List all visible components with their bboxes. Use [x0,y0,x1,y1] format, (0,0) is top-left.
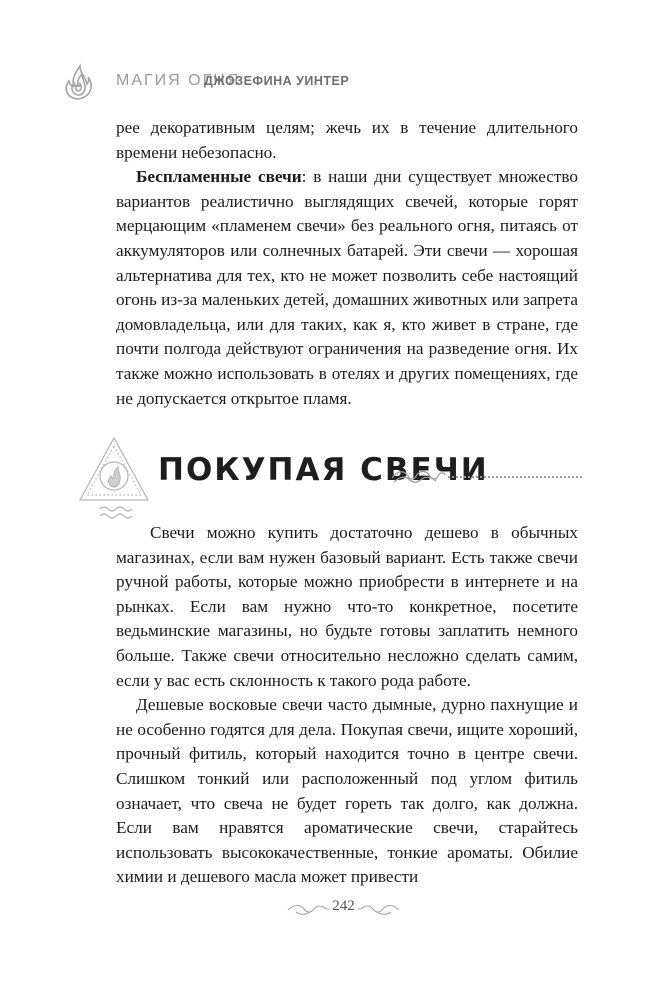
page-footer [0,898,659,922]
paragraph-buying: Свечи можно купить достаточно дешево в обычных магазинах, если вам нужен базовый вариант. Есть также свечи ручной работы, которые можно приобрести в интернете и на рынках. Если вам нужно что-то конкретное, посетите ведьминские магазины, но будьте готовы заплатить немного больше. Также свечи относительно несложно сделать самим, если у вас есть склонность к такого рода работе. [116,523,578,690]
flame-icon [58,62,98,102]
section-heading [74,432,582,528]
bold-term: Беспламенные свечи [136,167,302,187]
left-flourish-icon [286,902,330,916]
wave-ornament-icon [390,466,446,486]
text-block-bottom [116,521,578,890]
page-number: 242 [332,898,355,914]
paragraph-flameless-candles [116,165,578,411]
book-title: МАГИЯ ОГНЯ [116,72,241,89]
term-definition: : в наши дни существует множество вариантов реалистично выглядящих свечей, которые горят мерцающим «пламенем свечи» без реального огня, питаясь от аккумуляторов или солнечных батарей. Эти свечи — хорошая альтернатива для тех, кто не может позволить себе настоящий огонь из-за маленьких детей, домашних животных или запрета домовладельца, или для таких, как я, кто живет в стране, где почти полгода действуют ограничения на разведение огня. Их также можно использовать в отелях и других помещениях, где не допускается открытое пламя. [116,167,578,408]
right-flourish-icon [357,902,401,916]
triangle-flame-emblem-icon [74,432,154,526]
running-header [58,62,618,102]
section-title: ПОКУПАЯ СВЕЧИ [158,452,489,488]
paragraph-continuation: рее декоративным целям; жечь их в течение длительного времени небезопасно. [116,118,578,162]
paragraph-cheap-candles: Дешевые восковые свечи часто дымные, дурно пахнущие и не особенно годятся для дела. Покупая свечи, ищите хороший, прочный фитиль, который находится точно в центре свечи. Слишком тонкий или расположенный под углом фитиль означает, что свеча не будет гореть так долго, как должна. Если вам нравятся ароматические свечи, старайтесь использовать высококачественные, тонкие ароматы. Обилие химии и дешевого масла может привести [116,695,578,887]
author-name: ДЖОЗЕФИНА УИНТЕР [204,74,350,88]
dotted-rule [448,476,582,478]
text-block-top [116,116,578,411]
